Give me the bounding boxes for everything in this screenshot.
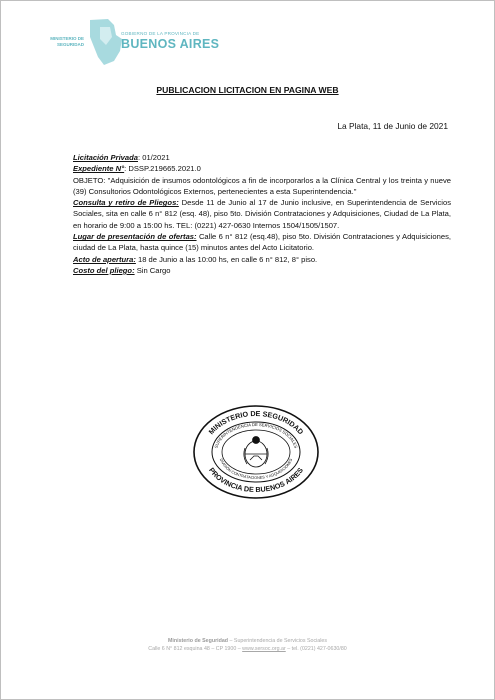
licitacion-label: Licitación Privada [73, 153, 138, 162]
document-body [73, 152, 451, 276]
lugar-value: Calle 6 n° 812 (esq.48), piso 5to. División Contrataciones y Adquisiciones, ciudad de La Plata, hasta quince (15) minutos antes del Acto Licitatorio. [73, 232, 451, 253]
lugar-paragraph [73, 231, 451, 254]
costo-value: Sin Cargo [134, 265, 171, 275]
expediente-line [73, 163, 451, 174]
acto-label: Acto de apertura: [73, 254, 136, 264]
stamp-outer-top: MINISTERIO DE SEGURIDAD [206, 408, 306, 437]
footer-website-link[interactable]: www.sersoc.org.ar [242, 646, 286, 652]
licitacion-line [73, 152, 451, 163]
footer-address: Calle 6 N° 812 esquina 48 – CP 1900 – [148, 646, 243, 652]
ministry-logo-text: MINISTERIO DE SEGURIDAD [50, 36, 84, 47]
coat-of-arms-icon [244, 437, 268, 468]
consulta-value: Desde 11 de Junio al 17 de Junio inclusive, en Superintendencia de Servicios Sociales, sita en calle 6 n° 812 (esq. 48), piso 5to. División Contrataciones y Adquisiciones, Ciudad de La Plata, en horario de 9:00 a 15:00 hs. TEL: (0221) 427-0630 Internos 1504/1505/1507. [73, 198, 451, 230]
stamp-inner-bottom: DIVISIÓN CONTRATACIONES Y ADQUISICIONES [218, 458, 294, 481]
province-map-icon [90, 19, 122, 65]
acto-paragraph [73, 254, 451, 265]
objeto-paragraph: OBJETO: "Adquisición de insumos odontológicos a fin de incorporarlos a la Clínica Central y los treinta y nueve (39) Consultorios Odontológicos Externos, pertenecientes a esta Superintendencia." [73, 175, 451, 196]
footer-line-1 [0, 637, 495, 645]
costo-label: Costo del pliego: [73, 265, 135, 275]
stamp-inner-top: SUPERINTENDENCIA DE SERVICIOS SOCIALES [213, 421, 299, 449]
licitacion-value: : 01/2021 [138, 153, 170, 162]
consulta-paragraph [73, 197, 451, 231]
expediente-value: : DSSP.219665.2021.0 [124, 164, 201, 174]
consulta-label: Consulta y retiro de Pliegos: [73, 198, 179, 208]
province-name: BUENOS AIRES [121, 37, 220, 51]
stamp-outer-bottom: PROVINCIA DE BUENOS AIRES [207, 465, 305, 495]
official-stamp [192, 404, 320, 500]
costo-paragraph [73, 265, 451, 276]
footer-phone: – tel. (0221) 427-0630/80 [285, 646, 347, 652]
acto-value: 18 de Junio a las 10:00 hs, en calle 6 n° 812, 8° piso. [135, 254, 318, 264]
footer-agency: – Superintendencia de Servicios Sociales [228, 638, 327, 644]
lugar-label: Lugar de presentación de ofertas: [73, 232, 197, 242]
footer-line-2 [0, 645, 495, 653]
government-label: GOBIERNO DE LA PROVINCIA DE [121, 31, 200, 36]
footer [0, 637, 495, 653]
document-title: PUBLICACION LICITACION EN PAGINA WEB [156, 85, 339, 95]
expediente-label: Expediente N° [73, 164, 125, 174]
place-date: La Plata, 11 de Junio de 2021 [337, 121, 448, 131]
footer-ministry: Ministerio de Seguridad [168, 638, 229, 644]
